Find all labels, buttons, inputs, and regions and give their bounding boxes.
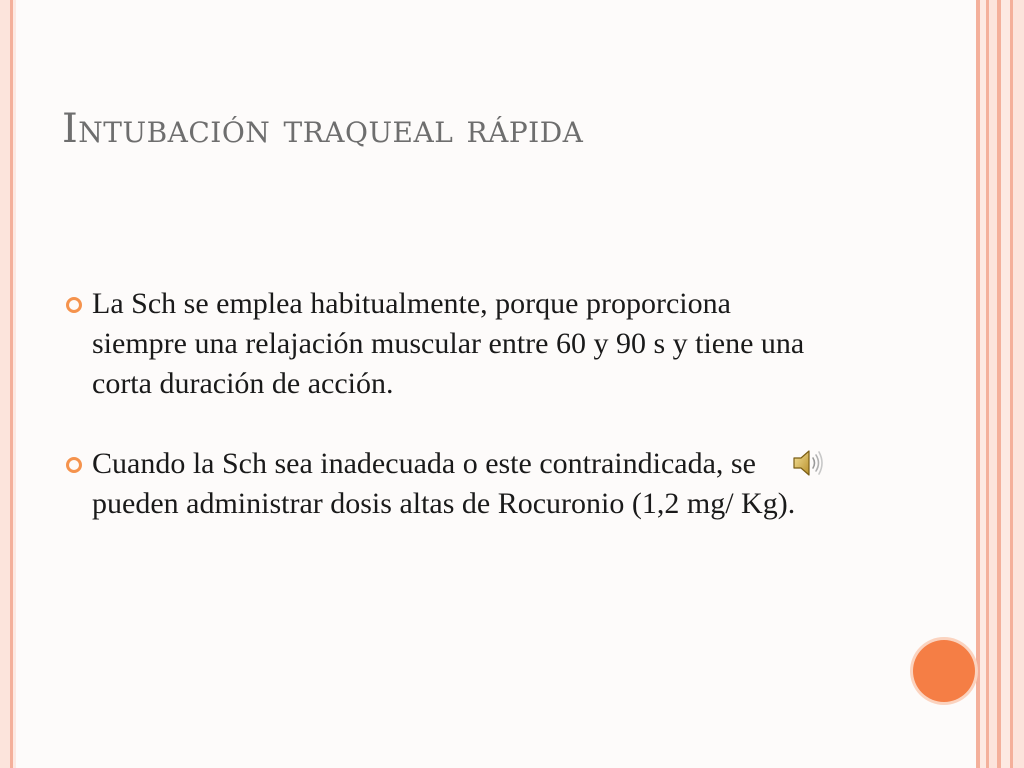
bullet-ring-icon xyxy=(66,457,82,473)
bullet-text: La Sch se emplea habitualmente, porque proporciona siempre una relajación muscular entre 60 y 90 s y tiene una corta duración de acción. xyxy=(92,287,805,400)
right-border-stripe xyxy=(1001,0,1010,768)
speaker-icon[interactable] xyxy=(790,446,826,480)
bullet-item xyxy=(64,284,824,404)
bullet-ring-icon xyxy=(66,297,82,313)
slide-title: Intubación traqueal rápida xyxy=(62,106,584,152)
right-border-stripe xyxy=(1013,0,1024,768)
left-border-stripe xyxy=(0,0,10,768)
bullet-text: Cuando la Sch sea inadecuada o este contraindicada, se pueden administrar dosis altas de Rocuronio (1,2 mg/ Kg). xyxy=(92,447,796,520)
right-border-stripe xyxy=(989,0,997,768)
bullet-list xyxy=(64,284,824,524)
bullet-item xyxy=(64,444,824,524)
orange-circle xyxy=(913,640,975,702)
